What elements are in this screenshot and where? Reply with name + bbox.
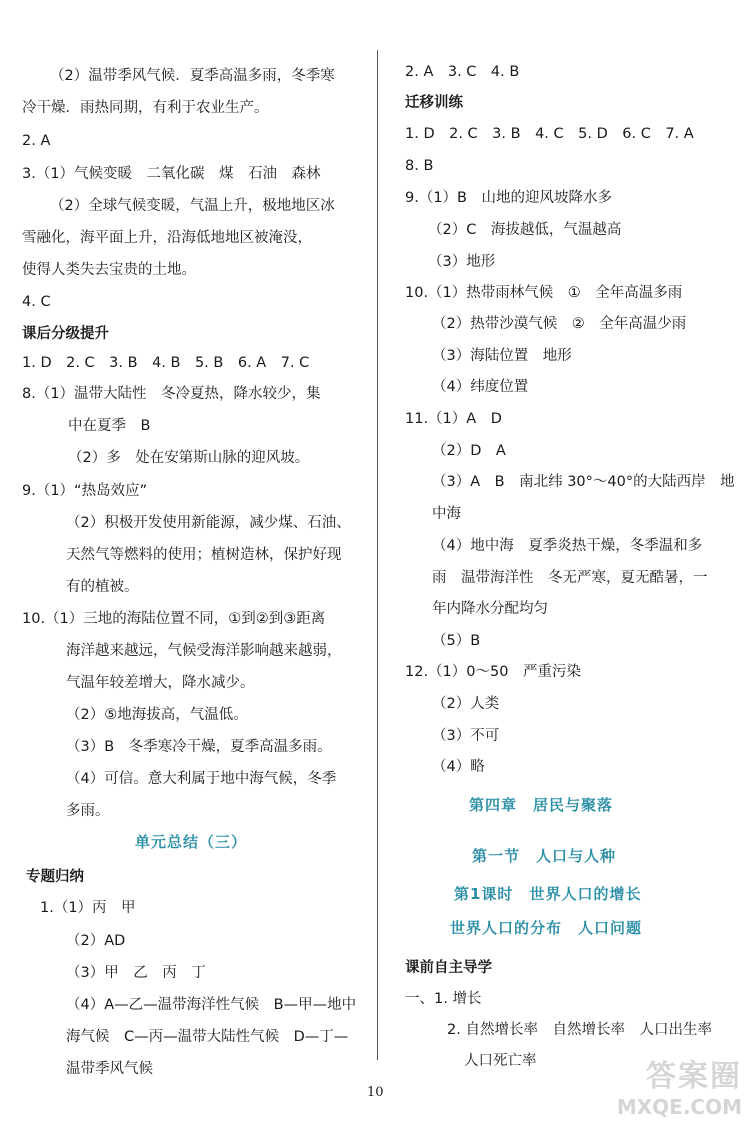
- unit-summary-title: 单元总结（三）: [135, 833, 248, 851]
- text-line: （4）纬度位置: [432, 379, 529, 395]
- page-number: 10: [367, 1085, 384, 1100]
- text-line: 温带季风气候: [66, 1061, 153, 1077]
- text-line: 1. D 2. C 3. B 4. C 5. D 6. C 7. A: [405, 126, 694, 142]
- text-line: （2）D A: [432, 443, 506, 459]
- watermark-url: MXQE.COM: [616, 1095, 742, 1119]
- text-line: （2）多 处在安第斯山脉的迎风坡。: [68, 450, 310, 466]
- text-line: （2）温带季风气候．夏季高温多雨，冬季寒: [50, 68, 335, 84]
- text-line: 气温年较差增大，降水减少。: [66, 675, 255, 691]
- text-line: 4. C: [22, 294, 51, 310]
- text-line: 海气候 C—丙—温带大陆性气候 D—丁—: [66, 1029, 349, 1045]
- chapter-title: 第四章 居民与聚落: [469, 796, 614, 814]
- text-line: 中在夏季 B: [68, 418, 151, 434]
- text-line: 有的植被。: [66, 579, 139, 595]
- text-line: （4）可信。意大利属于地中海气候，冬季: [66, 771, 337, 787]
- text-line: （2）AD: [66, 933, 126, 949]
- text-line: （3）A B 南北纬 30°～40°的大陆西岸 地: [432, 474, 735, 490]
- text-line: （3）甲 乙 丙 丁: [66, 965, 206, 981]
- text-line: 10.（1）热带雨林气候 ① 全年高温多雨: [405, 285, 683, 301]
- text-line: 人口死亡率: [464, 1053, 537, 1069]
- text-line: 1. D 2. C 3. B 4. B 5. B 6. A 7. C: [22, 355, 310, 371]
- text-line: （3）不可: [432, 728, 500, 744]
- text-line: （2）积极开发使用新能源，减少煤、石油、: [66, 515, 351, 531]
- text-line: （4）地中海 夏季炎热干燥，冬季温和多: [432, 538, 703, 554]
- text-line: （3）地形: [428, 254, 496, 270]
- text-line: 9.（1）“热岛效应”: [22, 483, 148, 499]
- text-line: 雨 温带海洋性 冬无严寒，夏无酷暑，一: [432, 570, 708, 586]
- text-line: （2）人类: [432, 696, 500, 712]
- text-line: （2）全球气候变暖，气温上升，极地地区冰: [50, 198, 335, 214]
- text-line: 8. B: [405, 158, 434, 174]
- text-line: （3）海陆位置 地形: [432, 348, 572, 364]
- section-heading: 第一节 人口与人种: [472, 847, 617, 865]
- text-line: 冷干燥．雨热同期，有利于农业生产。: [22, 100, 269, 116]
- watermark-logo: 答案圈: [646, 1059, 742, 1094]
- text-line: 使得人类失去宝贵的土地。: [22, 262, 196, 278]
- text-line: 8.（1）温带大陆性 冬冷夏热，降水较少，集: [22, 386, 321, 402]
- section-title: 迁移训练: [405, 95, 463, 111]
- text-line: （2）热带沙漠气候 ② 全年高温少雨: [432, 316, 687, 332]
- text-line: （2）⑤地海拔高，气温低。: [66, 707, 248, 723]
- text-line: 10.（1）三地的海陆位置不同，①到②到③距离: [22, 611, 326, 627]
- text-line: （3）B 冬季寒冷干燥，夏季高温多雨。: [66, 739, 332, 755]
- text-line: 11.（1）A D: [405, 411, 502, 427]
- text-line: 2. A 3. C 4. B: [405, 64, 520, 80]
- text-line: 9.（1）B 山地的迎风坡降水多: [405, 190, 613, 206]
- lesson-heading: 第1课时 世界人口的增长: [454, 885, 642, 903]
- text-line: 2. A: [22, 133, 51, 149]
- text-line: 天然气等燃料的使用；植树造林，保护好现: [66, 547, 342, 563]
- text-line: 12.（1）0～50 严重污染: [405, 664, 581, 680]
- section-title: 课后分级提升: [22, 326, 109, 342]
- text-line: （4）A—乙—温带海洋性气候 B—甲—地中: [66, 997, 357, 1013]
- section-title: 课前自主导学: [405, 960, 492, 976]
- text-line: 多雨。: [66, 803, 110, 819]
- text-line: （2）C 海拔越低，气温越高: [428, 222, 622, 238]
- text-line: 海洋越来越远，气候受海洋影响越来越弱，: [66, 643, 342, 659]
- text-line: 3.（1）气候变暖 二氧化碳 煤 石油 森林: [22, 166, 321, 182]
- text-line: 雪融化，海平面上升，沿海低地地区被淹没，: [22, 230, 312, 246]
- text-line: 年内降水分配均匀: [432, 601, 548, 617]
- text-line: 一、1. 增长: [405, 991, 482, 1007]
- text-line: 2. 自然增长率 自然增长率 人口出生率: [447, 1022, 712, 1038]
- text-line: （5）B: [432, 633, 481, 649]
- text-line: （4）略: [432, 759, 485, 775]
- column-divider: [377, 50, 378, 1060]
- text-line: 1.（1）丙 甲: [40, 900, 136, 916]
- section-title: 专题归纳: [26, 869, 84, 885]
- watermark: [617, 1051, 742, 1119]
- lesson-subheading: 世界人口的分布 人口问题: [450, 919, 643, 937]
- text-line: 中海: [432, 506, 461, 522]
